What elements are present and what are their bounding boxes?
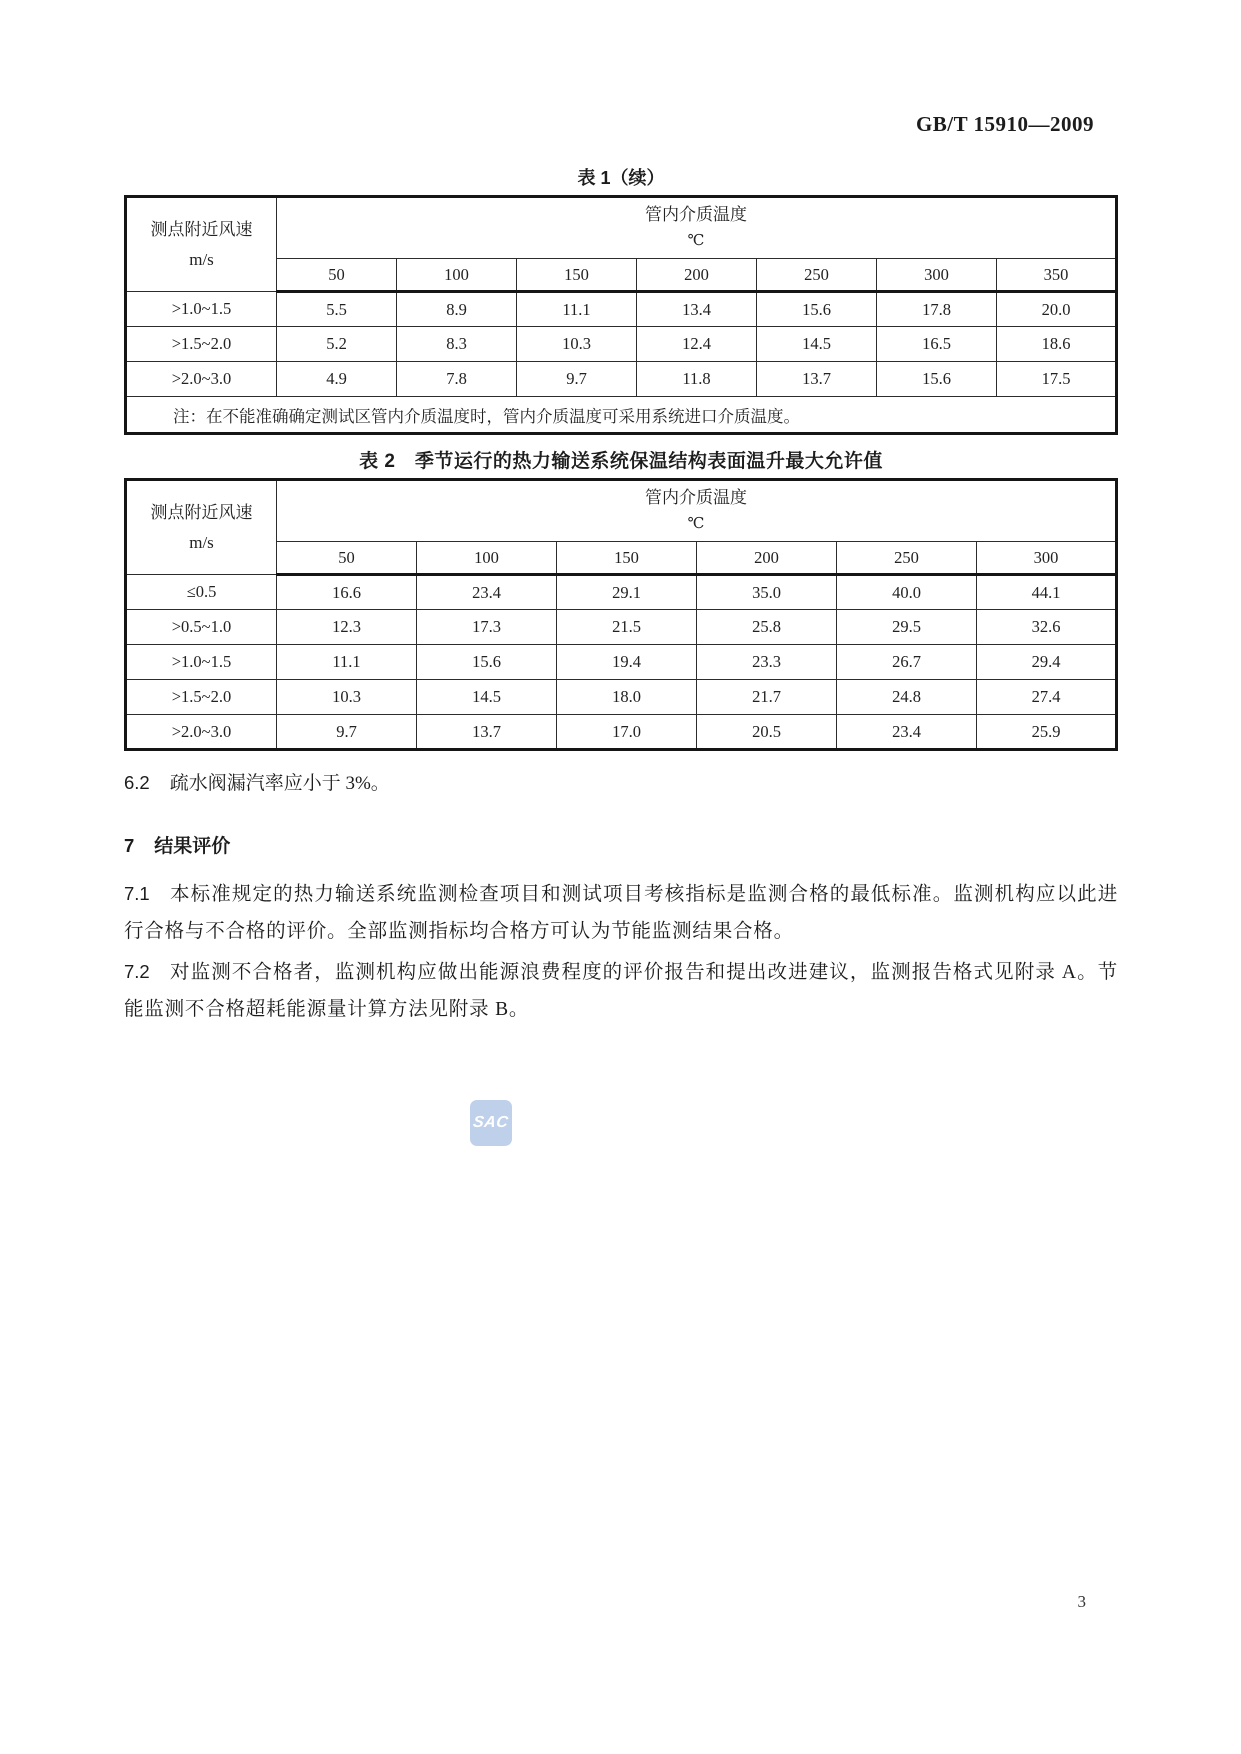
table-row	[126, 645, 1117, 680]
cell-value: 13.7	[757, 362, 877, 397]
cell-value: 17.3	[417, 610, 557, 645]
table-row	[126, 575, 1117, 610]
sac-logo-text: SAC	[472, 1114, 510, 1131]
table2-row-header-cell	[126, 480, 277, 575]
table-row	[126, 715, 1117, 750]
section-6-2	[124, 768, 1118, 795]
cell-value: 35.0	[697, 575, 837, 610]
section-number: 6.2	[124, 772, 150, 793]
cell-value: 20.0	[997, 292, 1117, 327]
section-7-1	[124, 875, 1118, 950]
cell-value: 29.4	[977, 645, 1117, 680]
column-header: 300	[877, 259, 997, 292]
cell-value: 11.1	[277, 645, 417, 680]
section-number: 7.2	[124, 961, 150, 982]
cell-value: 25.9	[977, 715, 1117, 750]
cell-value: 5.5	[277, 292, 397, 327]
cell-value: 12.3	[277, 610, 417, 645]
cell-value: 8.9	[397, 292, 517, 327]
cell-value: 25.8	[697, 610, 837, 645]
cell-value: 15.6	[757, 292, 877, 327]
section-text: 疏水阀漏汽率应小于 3%。	[169, 773, 390, 794]
colgroup-title: 管内介质温度	[645, 488, 747, 507]
cell-value: 24.8	[837, 680, 977, 715]
column-header: 50	[277, 542, 417, 575]
cell-value: 19.4	[557, 645, 697, 680]
section-7-2	[124, 953, 1118, 1028]
table-row	[126, 292, 1117, 327]
colgroup-unit: ℃	[687, 233, 705, 249]
table1	[124, 195, 1118, 435]
table2-colgroup-cell	[277, 480, 1117, 542]
column-header: 250	[757, 259, 877, 292]
cell-value: 17.8	[877, 292, 997, 327]
cell-value: 9.7	[517, 362, 637, 397]
row-label: >1.5~2.0	[126, 680, 277, 715]
table-row	[126, 610, 1117, 645]
row-label: >1.0~1.5	[126, 645, 277, 680]
sac-watermark-logo	[470, 1100, 512, 1146]
cell-value: 23.3	[697, 645, 837, 680]
cell-value: 12.4	[637, 327, 757, 362]
table2-header-row	[126, 480, 1117, 542]
cell-value: 14.5	[417, 680, 557, 715]
row-label: >1.5~2.0	[126, 327, 277, 362]
cell-value: 16.5	[877, 327, 997, 362]
cell-value: 11.1	[517, 292, 637, 327]
row-header-label: 测点附近风速	[150, 219, 253, 239]
row-label: ≤0.5	[126, 575, 277, 610]
row-label: >1.0~1.5	[126, 292, 277, 327]
cell-value: 17.5	[997, 362, 1117, 397]
cell-value: 40.0	[837, 575, 977, 610]
page-content	[124, 0, 1118, 1028]
cell-value: 18.6	[997, 327, 1117, 362]
table-row	[126, 327, 1117, 362]
cell-value: 29.5	[837, 610, 977, 645]
cell-value: 16.6	[277, 575, 417, 610]
cell-value: 29.1	[557, 575, 697, 610]
section-number: 7	[124, 835, 135, 856]
section-7-heading	[124, 831, 1118, 858]
table1-header-row	[126, 197, 1117, 259]
column-header: 250	[837, 542, 977, 575]
column-header: 200	[637, 259, 757, 292]
section-text: 本标准规定的热力输送系统监测检查项目和测试项目考核指标是监测合格的最低标准。监测机构应以此进行合格与不合格的评价。全部监测指标均合格方可认为节能监测结果合格。	[124, 884, 1118, 942]
section-text: 对监测不合格者，监测机构应做出能源浪费程度的评价报告和提出改进建议，监测报告格式见附录 A。节能监测不合格超耗能源量计算方法见附录 B。	[124, 962, 1118, 1020]
doc-number: GB/T 15910—2009	[915, 112, 1094, 136]
column-header: 100	[397, 259, 517, 292]
cell-value: 13.7	[417, 715, 557, 750]
cell-value: 44.1	[977, 575, 1117, 610]
cell-value: 7.8	[397, 362, 517, 397]
cell-value: 10.3	[277, 680, 417, 715]
section-title: 结果评价	[154, 836, 231, 857]
cell-value: 23.4	[417, 575, 557, 610]
row-label: >0.5~1.0	[126, 610, 277, 645]
cell-value: 15.6	[877, 362, 997, 397]
table-row	[126, 680, 1117, 715]
cell-value: 26.7	[837, 645, 977, 680]
column-header: 200	[697, 542, 837, 575]
table1-title: 表 1（续）	[577, 168, 665, 188]
column-header: 350	[997, 259, 1117, 292]
cell-value: 10.3	[517, 327, 637, 362]
table-row	[126, 362, 1117, 397]
cell-value: 13.4	[637, 292, 757, 327]
cell-value: 23.4	[837, 715, 977, 750]
colgroup-title: 管内介质温度	[645, 205, 747, 224]
cell-value: 8.3	[397, 327, 517, 362]
column-header: 150	[557, 542, 697, 575]
row-header-label: 测点附近风速	[150, 502, 253, 522]
cell-value: 15.6	[417, 645, 557, 680]
cell-value: 17.0	[557, 715, 697, 750]
section-number: 7.1	[124, 883, 150, 904]
column-header: 100	[417, 542, 557, 575]
table1-note: 注：在不能准确确定测试区管内介质温度时，管内介质温度可采用系统进口介质温度。	[126, 397, 1117, 434]
table2-title: 表 2 季节运行的热力输送系统保温结构表面温升最大允许值	[359, 451, 883, 472]
cell-value: 21.5	[557, 610, 697, 645]
cell-value: 11.8	[637, 362, 757, 397]
row-label: >2.0~3.0	[126, 362, 277, 397]
column-header: 300	[977, 542, 1117, 575]
column-header: 50	[277, 259, 397, 292]
column-header: 150	[517, 259, 637, 292]
cell-value: 9.7	[277, 715, 417, 750]
table2	[124, 478, 1118, 751]
cell-value: 4.9	[277, 362, 397, 397]
cell-value: 32.6	[977, 610, 1117, 645]
cell-value: 14.5	[757, 327, 877, 362]
colgroup-unit: ℃	[687, 516, 705, 532]
page-number: 3	[1077, 1592, 1086, 1611]
cell-value: 21.7	[697, 680, 837, 715]
cell-value: 27.4	[977, 680, 1117, 715]
cell-value: 18.0	[557, 680, 697, 715]
row-label: >2.0~3.0	[126, 715, 277, 750]
table1-colgroup-cell	[277, 197, 1117, 259]
cell-value: 5.2	[277, 327, 397, 362]
table1-note-row	[126, 397, 1117, 434]
row-header-unit: m/s	[189, 249, 214, 269]
row-header-unit: m/s	[189, 532, 214, 552]
cell-value: 20.5	[697, 715, 837, 750]
table1-row-header-cell	[126, 197, 277, 292]
